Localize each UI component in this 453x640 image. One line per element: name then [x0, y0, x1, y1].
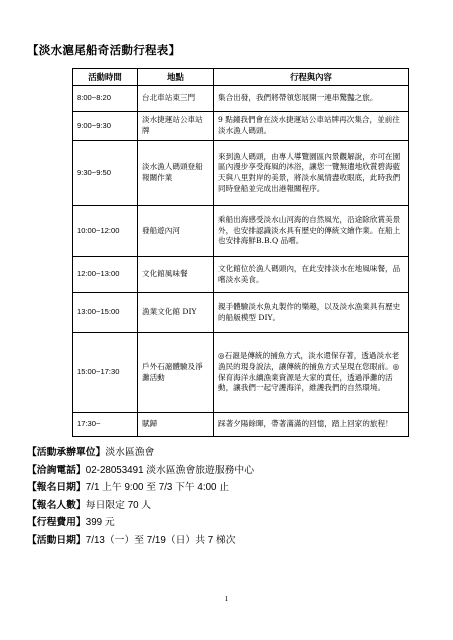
place-cell: 戶外石滬體驗及淨灘活動 — [138, 333, 214, 413]
place-cell: 漁業文化館 DIY — [138, 293, 214, 333]
place-cell: 台北車站東三門 — [138, 86, 214, 112]
info-label: 【活動日期】 — [27, 534, 86, 546]
place-cell: 淡水捷運站公車站牌 — [138, 112, 214, 141]
info-item — [27, 448, 254, 466]
table-row — [73, 413, 409, 437]
time-cell: 8:00~8:20 — [73, 86, 138, 112]
content-cell: 踩著夕陽餘暉，帶著滿滿的回憶，踏上回家的旅程！ — [214, 413, 409, 437]
info-label: 【行程費用】 — [27, 517, 86, 529]
table-row — [73, 141, 409, 206]
place-cell: 淡水漁人碼頭登船報關作業 — [138, 141, 214, 206]
info-item — [27, 501, 254, 519]
table-row — [73, 257, 409, 293]
page-number: 1 — [224, 594, 229, 603]
time-cell: 15:00~17:30 — [73, 333, 138, 413]
table-row — [73, 206, 409, 257]
header-time: 活動時間 — [73, 69, 138, 86]
event-info-list — [27, 448, 254, 554]
time-cell: 9:00~9:30 — [73, 112, 138, 141]
time-cell: 17:30~ — [73, 413, 138, 437]
header-place: 地點 — [138, 69, 214, 86]
place-cell: 賦歸 — [138, 413, 214, 437]
table-row — [73, 293, 409, 333]
info-value: 每日限定 70 人 — [85, 499, 152, 511]
info-value: 7/1 上午 9:00 至 7/3 下午 4:00 止 — [85, 482, 229, 494]
table-row — [73, 112, 409, 141]
time-cell: 10:00~12:00 — [73, 206, 138, 257]
info-label: 【報名日期】 — [27, 482, 86, 494]
info-label: 【洽詢電話】 — [27, 464, 86, 476]
time-cell: 12:00~13:00 — [73, 257, 138, 293]
info-value: 399 元 — [85, 517, 115, 529]
content-cell: 乘船出海感受淡水山河海的自然風光，沿途除欣賞美景外，也安排認識淡水具有歷史的傳統文繪作業。在船上也安排海鮮B.B.Q 品嚐。 — [214, 206, 409, 257]
info-value: 淡水區漁會 — [105, 447, 155, 458]
info-label: 【報名人數】 — [27, 499, 86, 511]
content-cell: 集合出發，我們將帶領您展開一連串驚豔之旅。 — [214, 86, 409, 112]
page-title: 【淡水滬尾船奇活動行程表】 — [27, 43, 181, 57]
time-cell: 13:00~15:00 — [73, 293, 138, 333]
info-item — [27, 536, 254, 554]
info-label: 【活動承辦單位】 — [27, 447, 106, 458]
time-cell: 9:30~9:50 — [73, 141, 138, 206]
info-value: 02-28053491 淡水區漁會旅遊服務中心 — [85, 464, 255, 476]
content-cell: 來到漁人碼頭，由專人導覽園區內景觀解說，亦可在園區內漫步享受海風的沐浴，讓您一覽無遺地欣賞碧海藍天與八里對岸的美景，將淡水風情盡收眼底，此時我們同時登船並完成出港報關程序。 — [214, 141, 409, 206]
info-item — [27, 518, 254, 536]
schedule-table — [72, 68, 409, 437]
place-cell: 文化館風味餐 — [138, 257, 214, 293]
info-item — [27, 483, 254, 501]
content-cell: ◎石滬是傳統的捕魚方式，淡水還保存著，透過淡水老漁民的現身說法，讓傳統的捕魚方式呈現在您眼前。◎保育海洋永續漁業資源是大家的責任，透過淨灘的活動，讓我們一起守護海洋，維護我們的自然環境。 — [214, 333, 409, 413]
content-cell: 文化館位於漁人碼頭內，在此安排淡水在地風味餐，品嚐淡水美食。 — [214, 257, 409, 293]
place-cell: 發船遊內河 — [138, 206, 214, 257]
schedule-header-row — [73, 69, 409, 86]
info-item — [27, 466, 254, 484]
content-cell: 9 點鐘我們會在淡水捷運站公車站牌再次集合，並前往淡水漁人碼頭。 — [214, 112, 409, 141]
header-content: 行程與內容 — [214, 69, 409, 86]
content-cell: 親手體驗淡水魚丸製作的樂趣，以及淡水漁業具有歷史的船舨模型 DIY。 — [214, 293, 409, 333]
table-row — [73, 86, 409, 112]
table-row — [73, 333, 409, 413]
info-value: 7/13（一）至 7/19（日）共 7 梯次 — [85, 534, 236, 546]
